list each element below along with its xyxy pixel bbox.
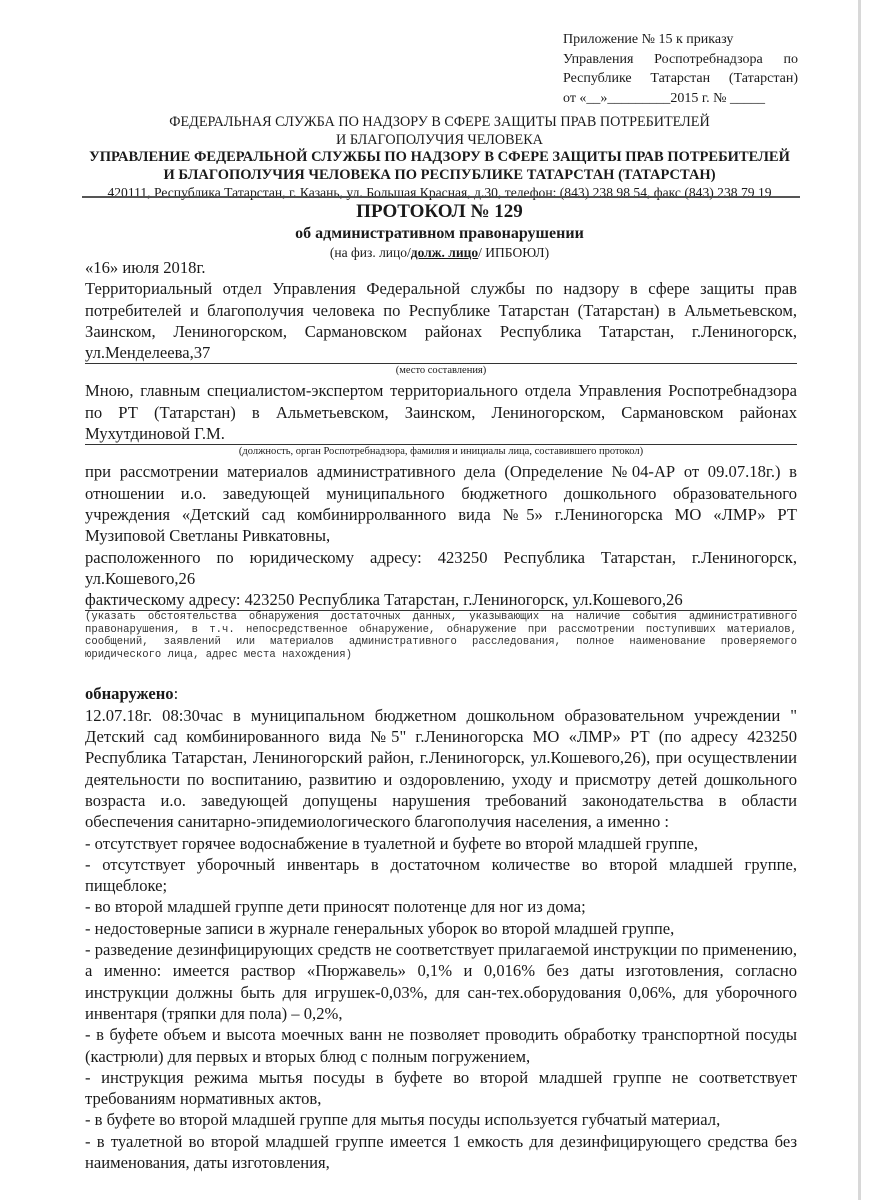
letterhead-line: ФЕДЕРАЛЬНАЯ СЛУЖБА ПО НАДЗОРУ В СФЕРЕ ЗАЩИТЫ ПРАВ ПОТРЕБИТЕЛЕЙ xyxy=(169,114,710,130)
protocol-subject: об административном правонарушении xyxy=(295,225,584,242)
violation-item: - отсутствует горячее водоснабжение в туалетной и буфете во второй младшей группе, xyxy=(85,833,698,853)
appendix-note xyxy=(563,30,798,108)
letterhead-line: И БЛАГОПОЛУЧИЯ ЧЕЛОВЕКА xyxy=(336,131,543,148)
appendix-line: Республике Татарстан (Татарстан) xyxy=(563,71,798,86)
letterhead-address: 420111, Республика Татарстан, г. Казань, ул. Большая Красная, д.30, телефон: (843) 238 98 54, факс (843) 238 79 19 xyxy=(107,185,772,200)
circumstances-caption: (указать обстоятельства обнаружения достаточных данных, указывающих на наличие события административного правонарушения, в т.ч. непосредственное обнаружение, обнаружение при рассмотрении поступивших материалов, сообщений, заявлений или материалов административного расследования, полное наименование проверяемого юридического лица, адрес места нахождения) xyxy=(85,611,797,661)
protocol-date: «16» июля 2018г. xyxy=(85,258,206,277)
appendix-line: от «__»_________2015 г. № _____ xyxy=(563,90,765,106)
found-text: 12.07.18г. 08:30час в муниципальном бюджетном дошкольном образовательном учреждении " Детский сад комбинированного вида №5" г.Лениногорска МО «ЛМР» РТ (по адресу 423250 Республика Татарстан, Лениногорский район, г.Лениногорск, ул.Кошевого,26), при осуществлении деятельности по воспитанию, развитию и оздоровлению, уходу и присмотру детей дошкольного возраста и.о. заведующей допущены нарушения требований законодательства в области обеспечения санитарно-эпидемиологического благополучия населения, а именно : xyxy=(85,705,797,832)
found-heading: обнаружено: xyxy=(85,684,179,704)
found-label: обнаружено xyxy=(85,684,174,704)
case-description: при рассмотрении материалов административного дела (Определение №04-АР от 09.07.18г.) в отношении и.о. заведующей муниципального бюджетного дошкольного образовательного учреждения «Детский сад комбинирролванного вида №5» г.Лениногорска МО «ЛМР» РТ Музиповой Светланы Ривкатовны, xyxy=(85,462,797,546)
place-of-compilation: Территориальный отдел Управления Федеральной службы по надзору в сфере защиты прав потребителей и благополучия человека по Республике Татарстан (Татарстан) в Альметьевском, Заинском, Лениногорском, Сармановском районах Республика Татарстан, г.Лениногорск, ул.Менделеева,37 xyxy=(85,278,797,364)
violation-item: - разведение дезинфицирующих средств не соответствует прилагаемой инструкции по применению, а именно: имеется раствор «Пюржавель» 0,1% и 0,016% без даты изготовления, согласно инструкции должны быть для игрушек-0,03%, для сан-тех.оборудования 0,06%, для уборочного инвентаря (тряпки для пола) – 0,2%, xyxy=(85,940,797,1023)
document-body xyxy=(85,257,797,1173)
header-divider xyxy=(82,196,800,198)
violation-item: - недостоверные записи в журнале генеральных уборок во второй младшей группе, xyxy=(85,918,675,938)
target-selected: долж. лицо xyxy=(410,245,479,260)
target-prefix: (на физ. лицо/ xyxy=(329,245,411,260)
protocol-number: ПРОТОКОЛ № 129 xyxy=(356,201,523,222)
letterhead xyxy=(82,114,797,202)
violation-item: - во второй младшей группе дети приносят полотенце для ног из дома; xyxy=(85,897,586,917)
place-caption: (место составления) xyxy=(395,365,487,377)
scan-edge xyxy=(858,0,861,1200)
document-title xyxy=(82,200,797,261)
appendix-line: Управления Роспотребнадзора по xyxy=(563,51,798,67)
violation-item: - в туалетной во второй младшей группе имеется 1 емкость для дезинфицирующего средства без наименования, даты изготовления, xyxy=(85,1131,797,1172)
appendix-line: Приложение № 15 к приказу xyxy=(563,32,734,47)
violation-item: - в буфете объем и высота моечных ванн не позволяет проводить обработку транспортной посуды (кастрюли) для первых и вторых блюд с полным погружением, xyxy=(85,1025,797,1066)
violation-item: - инструкция режима мытья посуды в буфете во второй младшей группе не соответствует требованиям нормативных актов, xyxy=(85,1067,797,1109)
violation-item: - в буфете во второй младшей группе для мытья посуды используется губчатый материал, xyxy=(85,1110,721,1130)
author-caption: (должность, орган Роспотребнадзора, фамилия и инициалы лица, составившего протокол) xyxy=(238,446,644,458)
target-suffix: / ИПБОЮЛ) xyxy=(478,245,550,260)
violation-item: - отсутствует уборочный инвентарь в достаточном количестве во второй младшей группе, пищеблоке; xyxy=(85,854,797,896)
legal-address: расположенного по юридическому адресу: 423250 Республика Татарстан, г.Лениногорск, ул.Кошевого,26 xyxy=(85,547,797,588)
actual-address: фактическому адресу: 423250 Республика Татарстан, г.Лениногорск, ул.Кошевого,26 xyxy=(85,589,797,611)
letterhead-line: УПРАВЛЕНИЕ ФЕДЕРАЛЬНОЙ СЛУЖБЫ ПО НАДЗОРУ В СФЕРЕ ЗАЩИТЫ ПРАВ ПОТРЕБИТЕЛЕЙ xyxy=(89,149,790,165)
letterhead-line: И БЛАГОПОЛУЧИЯ ЧЕЛОВЕКА ПО РЕСПУБЛИКЕ ТАТАРСТАН (ТАТАРСТАН) xyxy=(163,166,716,183)
author: Мною, главным специалистом-экспертом территориального отдела Управления Роспотребнадзора по РТ (Татарстан) в Альметьевском, Заинском, Лениногорском, Сармановском районах Мухутдиновой Г.М. xyxy=(85,380,797,445)
